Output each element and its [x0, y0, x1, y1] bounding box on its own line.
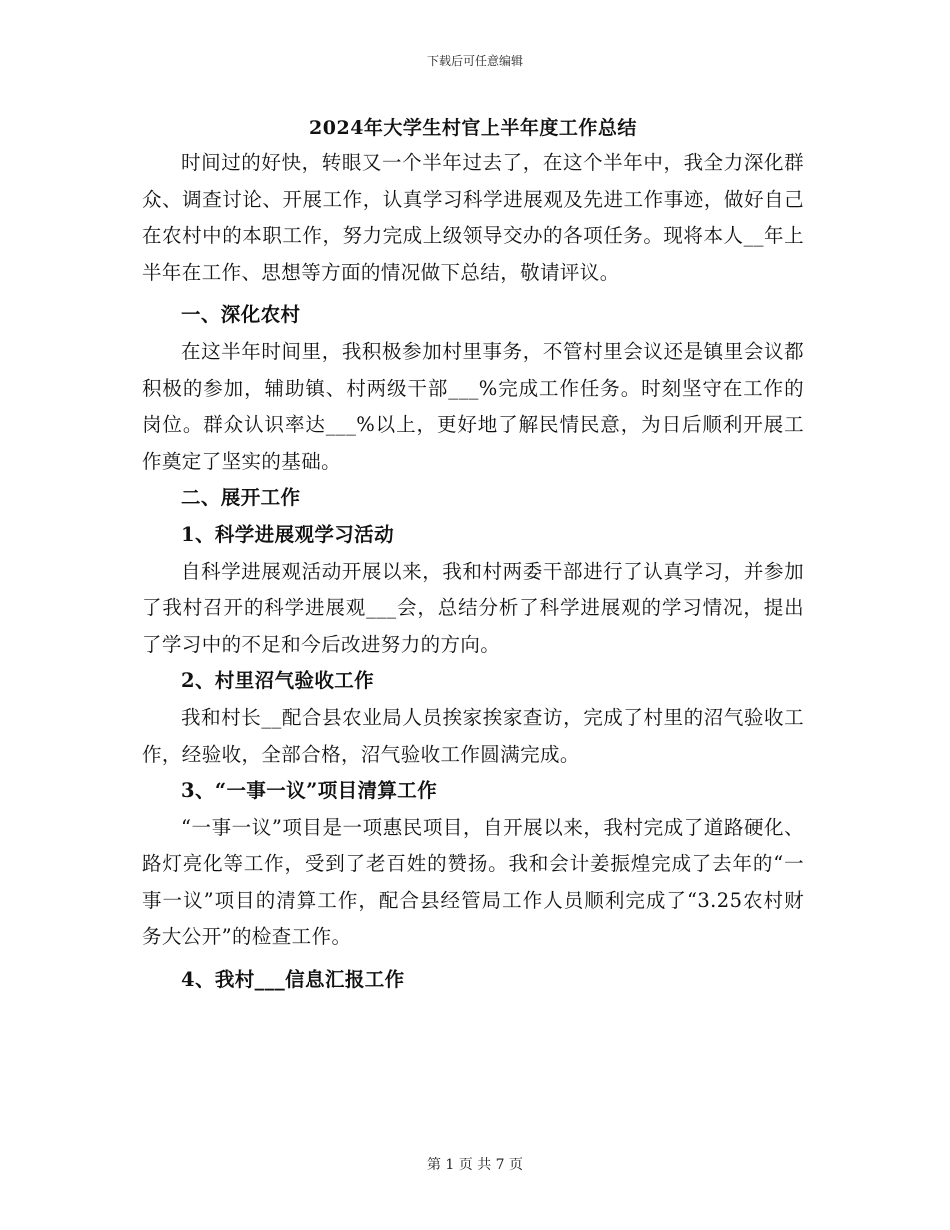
paragraph-subsection-3: “一事一议”项目是一项惠民项目，自开展以来，我村完成了道路硬化、路灯亮化等工作，受到了老百姓的赞扬。我和会计姜振煌完成了去年的“一事一议”项目的清算工作，配合县经管局工作人员顺利完成了“3.25农村财务大公开”的检查工作。 — [142, 815, 804, 949]
subsection-heading-1: 1、科学进展观学习活动 — [181, 522, 394, 546]
document-title: 2024年大学生村官上半年度工作总结 — [309, 117, 637, 139]
subsection-heading-4: 4、我村___信息汇报工作 — [181, 968, 405, 992]
section-heading-2: 二、展开工作 — [181, 486, 301, 510]
page-number: 第 1 页 共 7 页 — [426, 1157, 524, 1173]
subsection-heading-3: 3、“一事一议”项目清算工作 — [181, 779, 438, 803]
document-body — [142, 113, 804, 999]
page-header-note: 下载后可任意编辑 — [426, 54, 523, 68]
paragraph-subsection-1: 自科学进展观活动开展以来，我和村两委干部进行了认真学习，并参加了我村召开的科学进展观___会，总结分析了科学进展观的学习情况，提出了学习中的不足和今后改进努力的方向。 — [142, 559, 804, 656]
paragraph-section-1: 在这半年时间里，我积极参加村里事务，不管村里会议还是镇里会议都积极的参加，辅助镇、村两级干部___%完成工作任务。时刻坚守在工作的岗位。群众认识率达___%以上，更好地了解民情民意，为日后顺利开展工作奠定了坚实的基础。 — [142, 339, 804, 473]
paragraph-subsection-2: 我和村长__配合县农业局人员挨家挨家查访，完成了村里的沼气验收工作，经验收，全部合格，沼气验收工作圆满完成。 — [142, 705, 804, 766]
subsection-heading-2: 2、村里沼气验收工作 — [181, 669, 375, 693]
section-heading-1: 一、深化农村 — [181, 303, 301, 327]
paragraph-intro: 时间过的好快，转眼又一个半年过去了，在这个半年中，我全力深化群众、调查讨论、开展工作，认真学习科学进展观及先进工作事迹，做好自己在农村中的本职工作，努力完成上级领导交办的各项任务。现将本人__年上半年在工作、思想等方面的情况做下总结，敬请评议。 — [142, 151, 804, 284]
